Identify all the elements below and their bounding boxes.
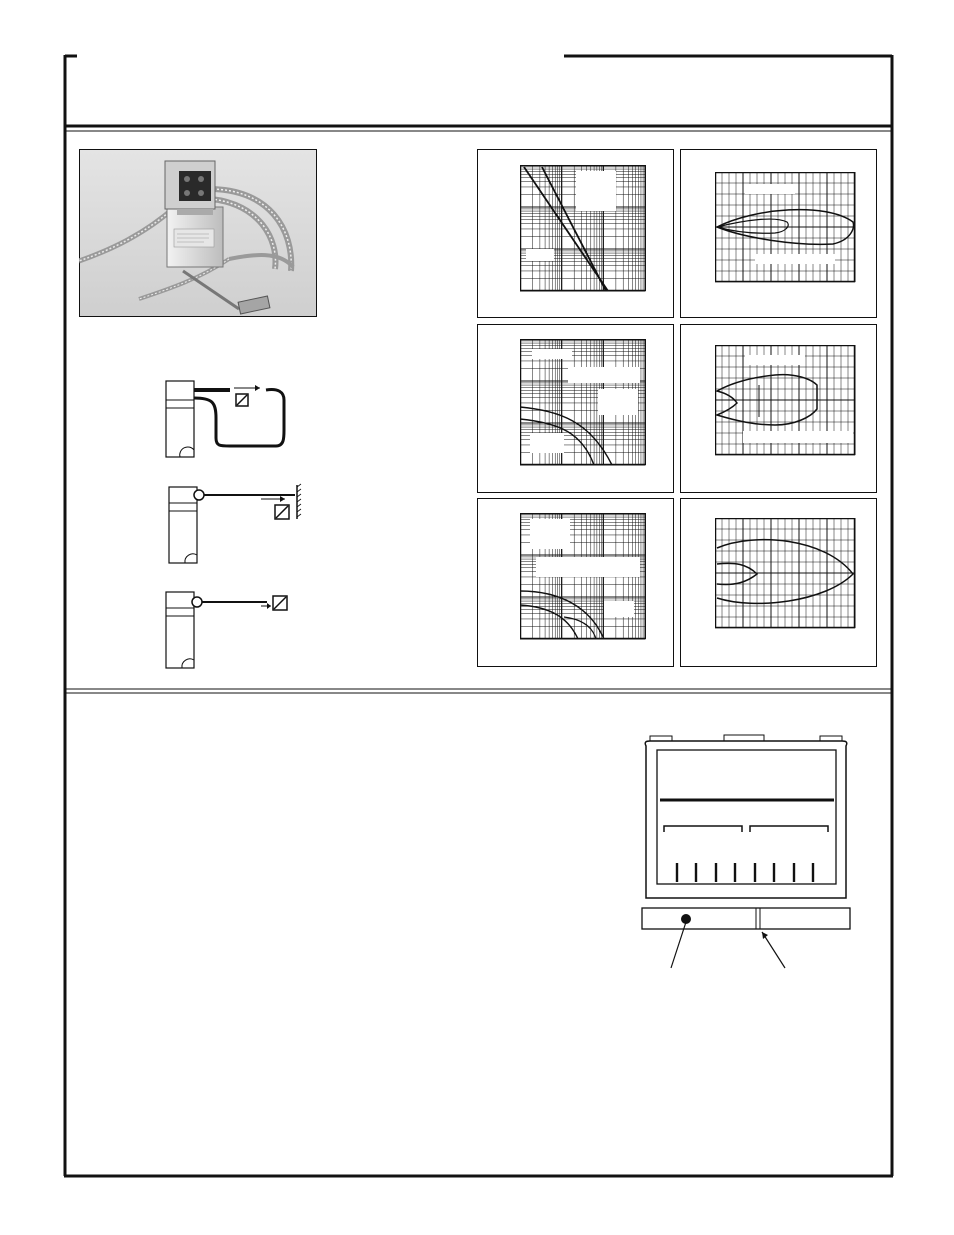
- excess-gain-chart-3: [520, 513, 646, 640]
- beam-pattern-chart-3: [715, 518, 856, 629]
- excess-gain-chart-2: [520, 339, 646, 466]
- beam-pattern-chart-1: [715, 172, 856, 283]
- excess-gain-chart-1: [520, 165, 646, 292]
- control-panel-diagram: [638, 732, 854, 970]
- beam-pattern-chart-2: [715, 345, 856, 456]
